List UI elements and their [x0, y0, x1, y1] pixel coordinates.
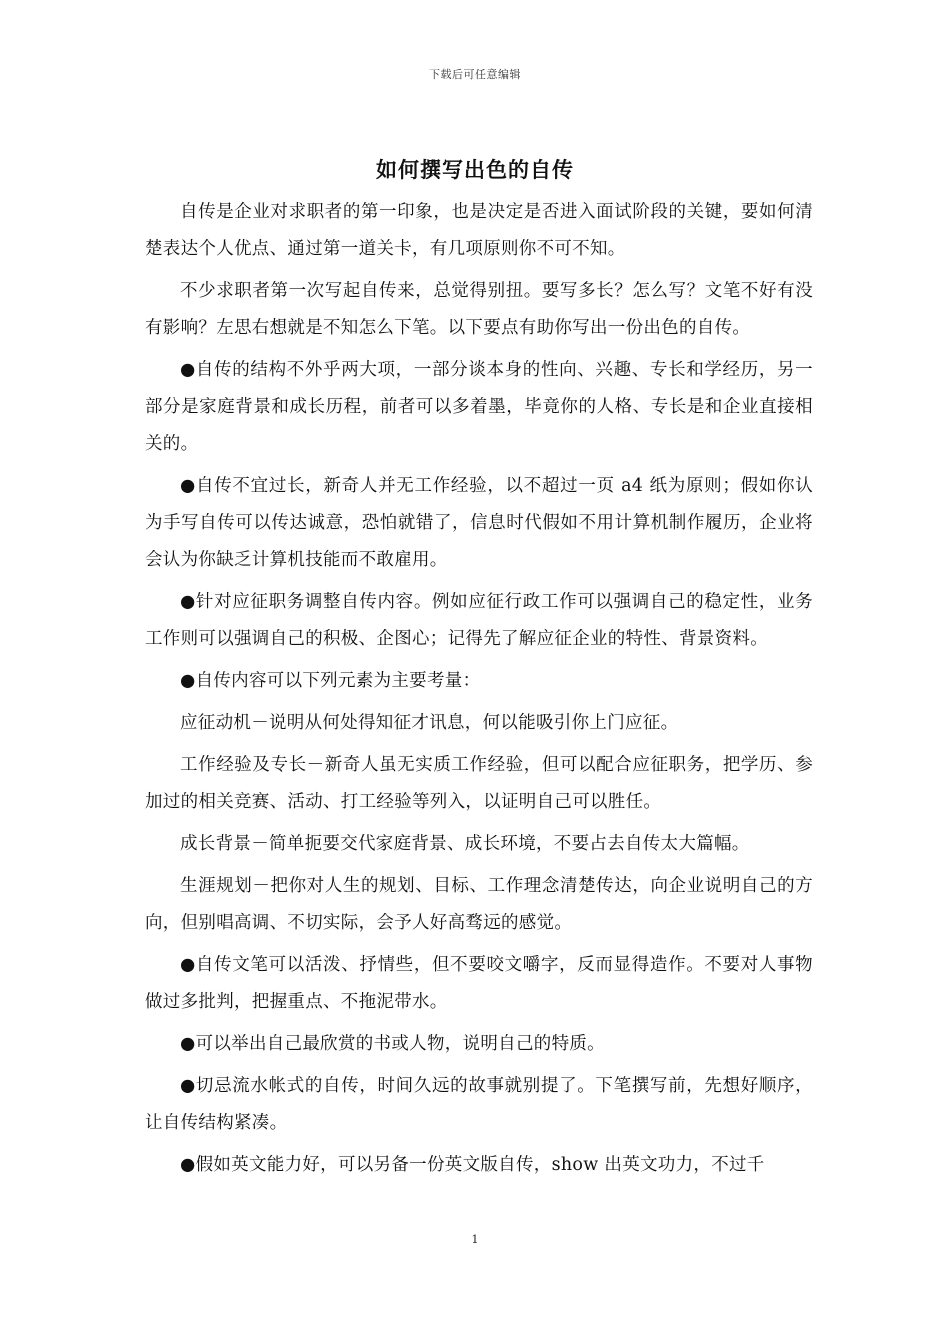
paragraph-elements: ●自传内容可以下列元素为主要考量：: [180, 671, 481, 691]
document-title: 如何撰写出色的自传: [376, 157, 574, 182]
paragraph-favorite: ●可以举出自己最欣赏的书或人物，说明自己的特质。: [180, 1034, 605, 1054]
paragraph-avoid-chronicle: ●切忌流水帐式的自传，时间久远的故事就别提了。下笔撰写前，先想好顺序，让自传结构紧凑。: [145, 1076, 813, 1133]
paragraph-experience: 工作经验及专长－新奇人虽无实质工作经验，但可以配合应征职务，把学历、参加过的相关竞赛、活动、打工经验等列入，以证明自己可以胜任。: [145, 755, 813, 812]
page-number: 1: [471, 1233, 479, 1246]
paragraph-english: ●假如英文能力好，可以另备一份英文版自传，show 出英文功力，不过千: [180, 1155, 765, 1175]
paragraph-difficulty: 不少求职者第一次写起自传来，总觉得别扭。要写多长？怎么写？文笔不好有没有影响？左思右想就是不知怎么下笔。以下要点有助你写出一份出色的自传。: [145, 281, 813, 338]
paragraph-background: 成长背景－简单扼要交代家庭背景、成长环境，不要占去自传太大篇幅。: [180, 834, 750, 854]
paragraph-style: ●自传文笔可以活泼、抒情些，但不要咬文嚼字，反而显得造作。不要对人事物做过多批判，把握重点、不拖泥带水。: [145, 955, 813, 1012]
document-body: [145, 194, 813, 1189]
paragraph-length: ●自传不宜过长，新奇人并无工作经验，以不超过一页 a4 纸为原则；假如你认为手写自传可以传达诚意，恐怕就错了，信息时代假如不用计算机制作履历，企业将会认为你缺乏计算机技能而不敢雇用。: [145, 476, 813, 570]
paragraph-tailor: ●针对应征职务调整自传内容。例如应征行政工作可以强调自己的稳定性，业务工作则可以强调自己的积极、企图心；记得先了解应征企业的特性、背景资料。: [145, 592, 813, 649]
paragraph-career-plan: 生涯规划－把你对人生的规划、目标、工作理念清楚传达，向企业说明自己的方向，但别唱高调、不切实际，会予人好高骛远的感觉。: [145, 876, 813, 933]
paragraph-structure: ●自传的结构不外乎两大项，一部分谈本身的性向、兴趣、专长和学经历，另一部分是家庭背景和成长历程，前者可以多着墨，毕竟你的人格、专长是和企业直接相关的。: [145, 360, 813, 454]
paragraph-motivation: 应征动机－说明从何处得知征才讯息，何以能吸引你上门应征。: [180, 713, 679, 733]
header-note: 下载后可任意编辑: [429, 68, 521, 81]
paragraph-intro: 自传是企业对求职者的第一印象，也是决定是否进入面试阶段的关键，要如何清楚表达个人优点、通过第一道关卡，有几项原则你不可不知。: [145, 202, 813, 259]
